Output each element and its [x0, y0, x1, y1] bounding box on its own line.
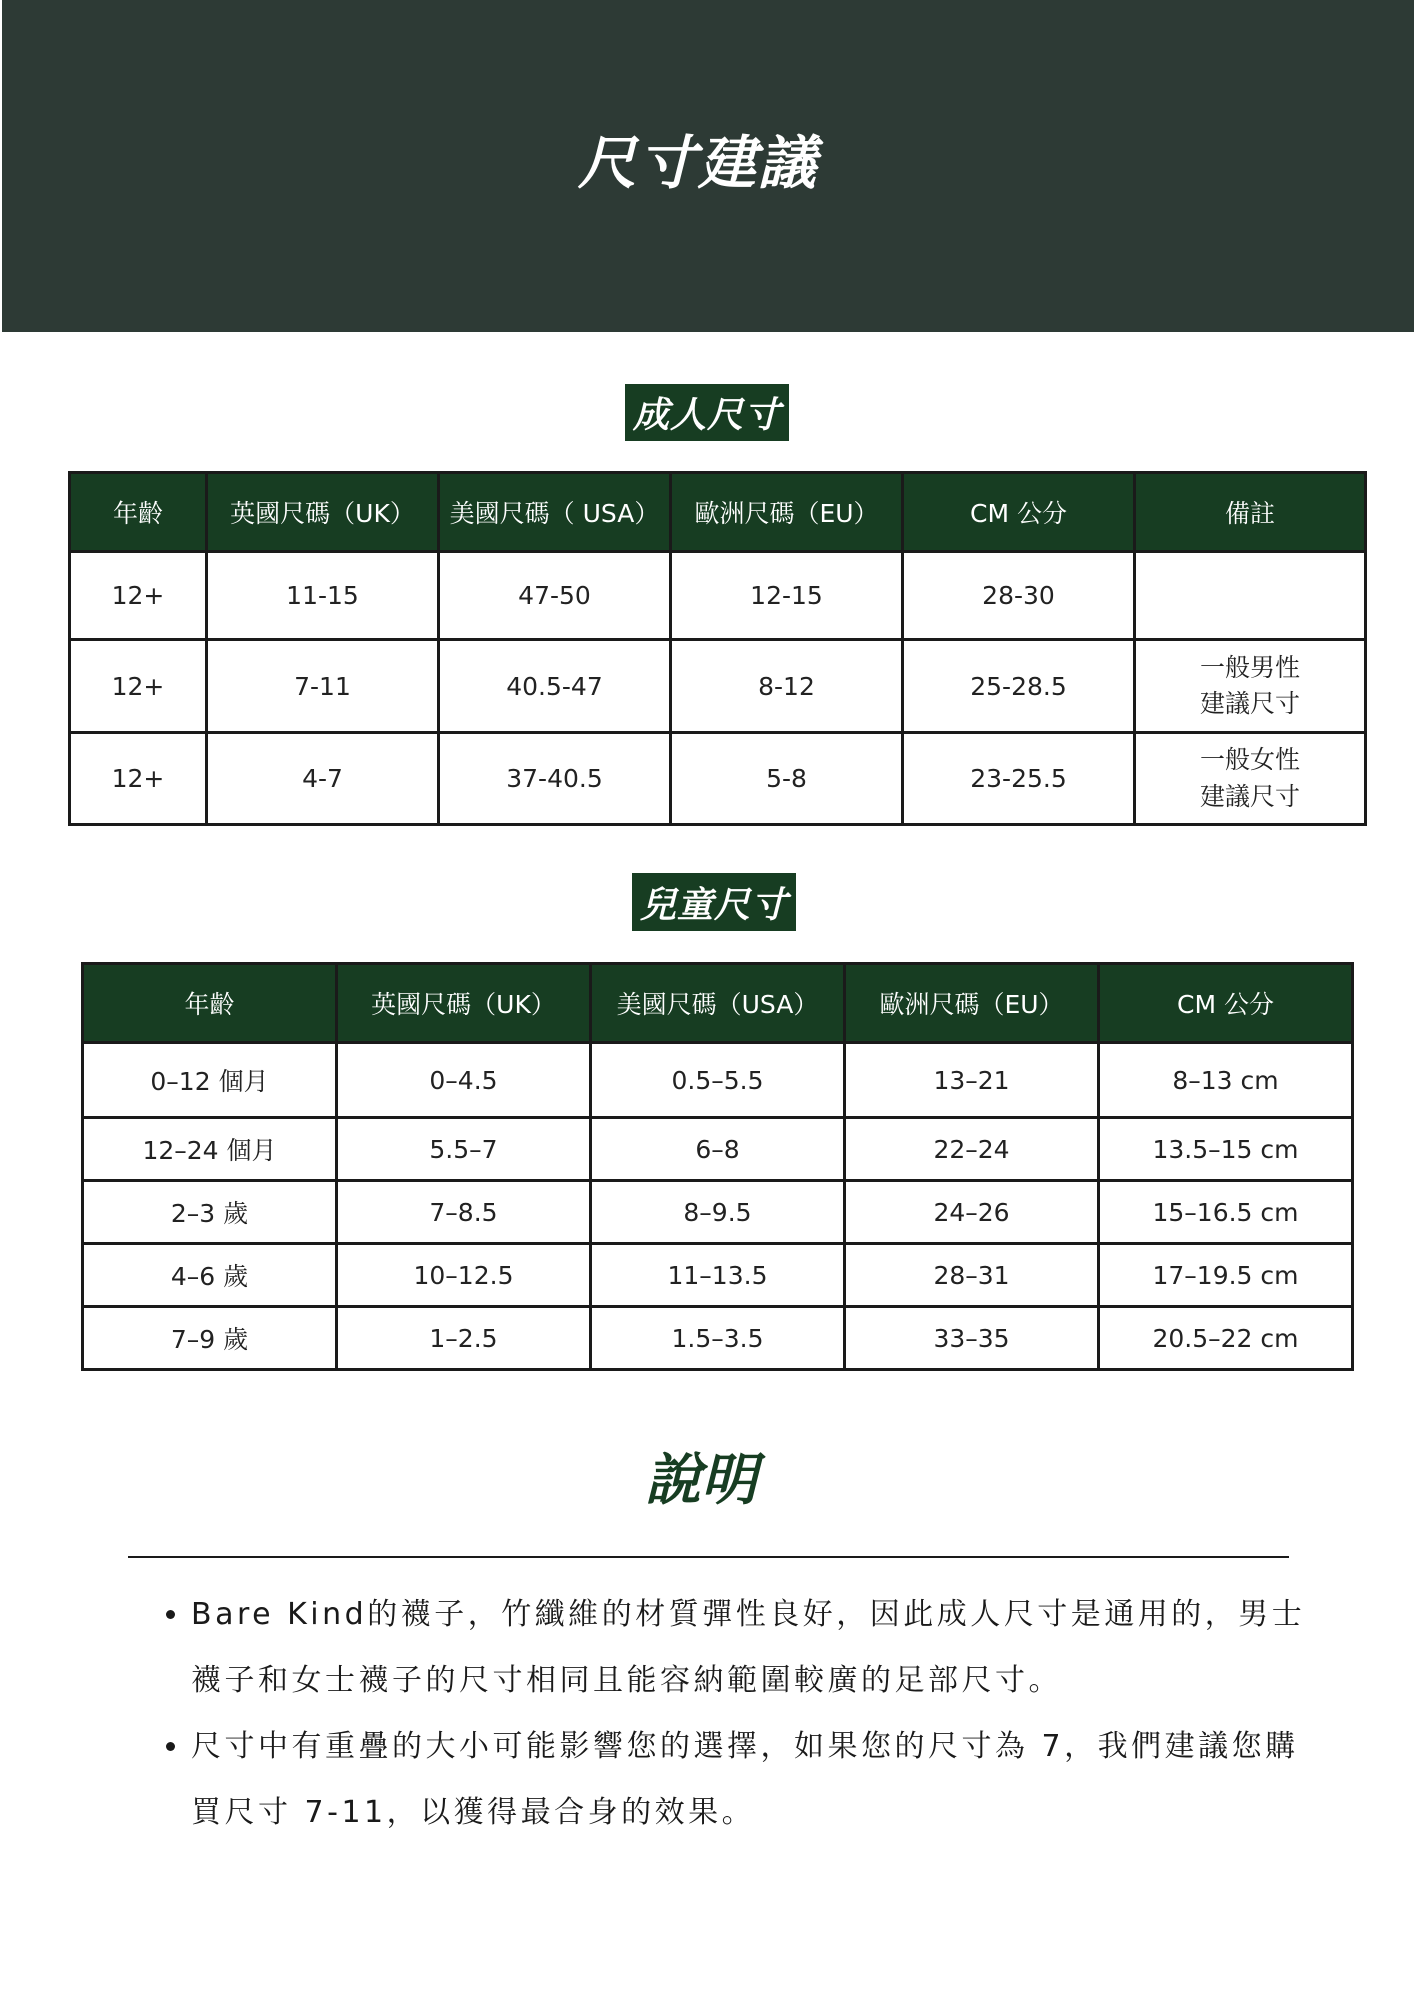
column-header: 美國尺碼（USA）	[591, 964, 845, 1043]
table-row	[83, 1118, 1353, 1181]
table-cell: 24–26	[845, 1181, 1099, 1244]
column-header: 美國尺碼（ USA）	[439, 473, 671, 552]
table-cell: 12-15	[671, 552, 903, 640]
table-row	[70, 640, 1366, 733]
table-cell: 8–9.5	[591, 1181, 845, 1244]
table-cell: 28–31	[845, 1244, 1099, 1307]
column-header: 年齡	[70, 473, 207, 552]
table-cell: 17–19.5 cm	[1099, 1244, 1353, 1307]
table-cell: 22–24	[845, 1118, 1099, 1181]
table-cell: 12–24 個月	[83, 1118, 337, 1181]
table-cell	[1135, 552, 1366, 640]
table-header-row	[70, 473, 1366, 552]
table-cell: 15–16.5 cm	[1099, 1181, 1353, 1244]
list-item: • 尺寸中有重疊的大小可能影響您的選擇，如果您的尺寸為 7，我們建議您購買尺寸 7-11，以獲得最合身的效果。	[191, 1714, 1321, 1846]
table-cell: 一般男性 建議尺寸	[1135, 640, 1366, 733]
list-item: • Bare Kind的襪子，竹纖維的材質彈性良好，因此成人尺寸是通用的，男士襪子和女士襪子的尺寸相同且能容納範圍較廣的足部尺寸。	[191, 1582, 1321, 1714]
table-cell: 12+	[70, 640, 207, 733]
column-header: 歐洲尺碼（EU）	[845, 964, 1099, 1043]
table-row	[83, 1307, 1353, 1370]
table-cell: 47-50	[439, 552, 671, 640]
table-cell: 5-8	[671, 733, 903, 825]
table-cell: 37-40.5	[439, 733, 671, 825]
table-row	[70, 552, 1366, 640]
page-header	[2, 0, 1414, 332]
table-cell: 1.5–3.5	[591, 1307, 845, 1370]
table-cell: 1–2.5	[337, 1307, 591, 1370]
table-cell: 12+	[70, 733, 207, 825]
table-cell: 0–4.5	[337, 1043, 591, 1118]
divider	[128, 1556, 1289, 1558]
column-header: 備註	[1135, 473, 1366, 552]
table-row	[83, 1244, 1353, 1307]
table-cell: 0–12 個月	[83, 1043, 337, 1118]
page-title: 尺寸建議	[577, 129, 818, 197]
table-cell: 11–13.5	[591, 1244, 845, 1307]
kids-section-title: 兒童尺寸	[632, 873, 796, 931]
table-cell: 33–35	[845, 1307, 1099, 1370]
column-header: 英國尺碼（UK）	[207, 473, 439, 552]
explanation-title: 說明	[645, 1448, 757, 1513]
table-cell: 20.5–22 cm	[1099, 1307, 1353, 1370]
column-header: CM 公分	[1099, 964, 1353, 1043]
table-cell: 10–12.5	[337, 1244, 591, 1307]
column-header: 英國尺碼（UK）	[337, 964, 591, 1043]
table-header-row	[83, 964, 1353, 1043]
table-cell: 7–9 歲	[83, 1307, 337, 1370]
table-cell: 6–8	[591, 1118, 845, 1181]
table-cell: 2–3 歲	[83, 1181, 337, 1244]
table-cell: 一般女性 建議尺寸	[1135, 733, 1366, 825]
table-cell: 40.5-47	[439, 640, 671, 733]
column-header: 歐洲尺碼（EU）	[671, 473, 903, 552]
table-row	[83, 1043, 1353, 1118]
table-cell: 11-15	[207, 552, 439, 640]
table-cell: 5.5–7	[337, 1118, 591, 1181]
table-cell: 13.5–15 cm	[1099, 1118, 1353, 1181]
table-cell: 23-25.5	[903, 733, 1135, 825]
table-cell: 13–21	[845, 1043, 1099, 1118]
table-row	[83, 1181, 1353, 1244]
table-cell: 28-30	[903, 552, 1135, 640]
column-header: 年齡	[83, 964, 337, 1043]
adult-size-table	[68, 471, 1367, 826]
table-cell: 25-28.5	[903, 640, 1135, 733]
explanation-list	[155, 1582, 1321, 1846]
table-cell: 8-12	[671, 640, 903, 733]
table-cell: 12+	[70, 552, 207, 640]
table-cell: 8–13 cm	[1099, 1043, 1353, 1118]
kids-size-table	[81, 962, 1354, 1371]
table-cell: 7–8.5	[337, 1181, 591, 1244]
adult-section-title: 成人尺寸	[625, 384, 789, 441]
table-cell: 4-7	[207, 733, 439, 825]
table-cell: 7-11	[207, 640, 439, 733]
table-cell: 4–6 歲	[83, 1244, 337, 1307]
table-cell: 0.5–5.5	[591, 1043, 845, 1118]
column-header: CM 公分	[903, 473, 1135, 552]
table-row	[70, 733, 1366, 825]
